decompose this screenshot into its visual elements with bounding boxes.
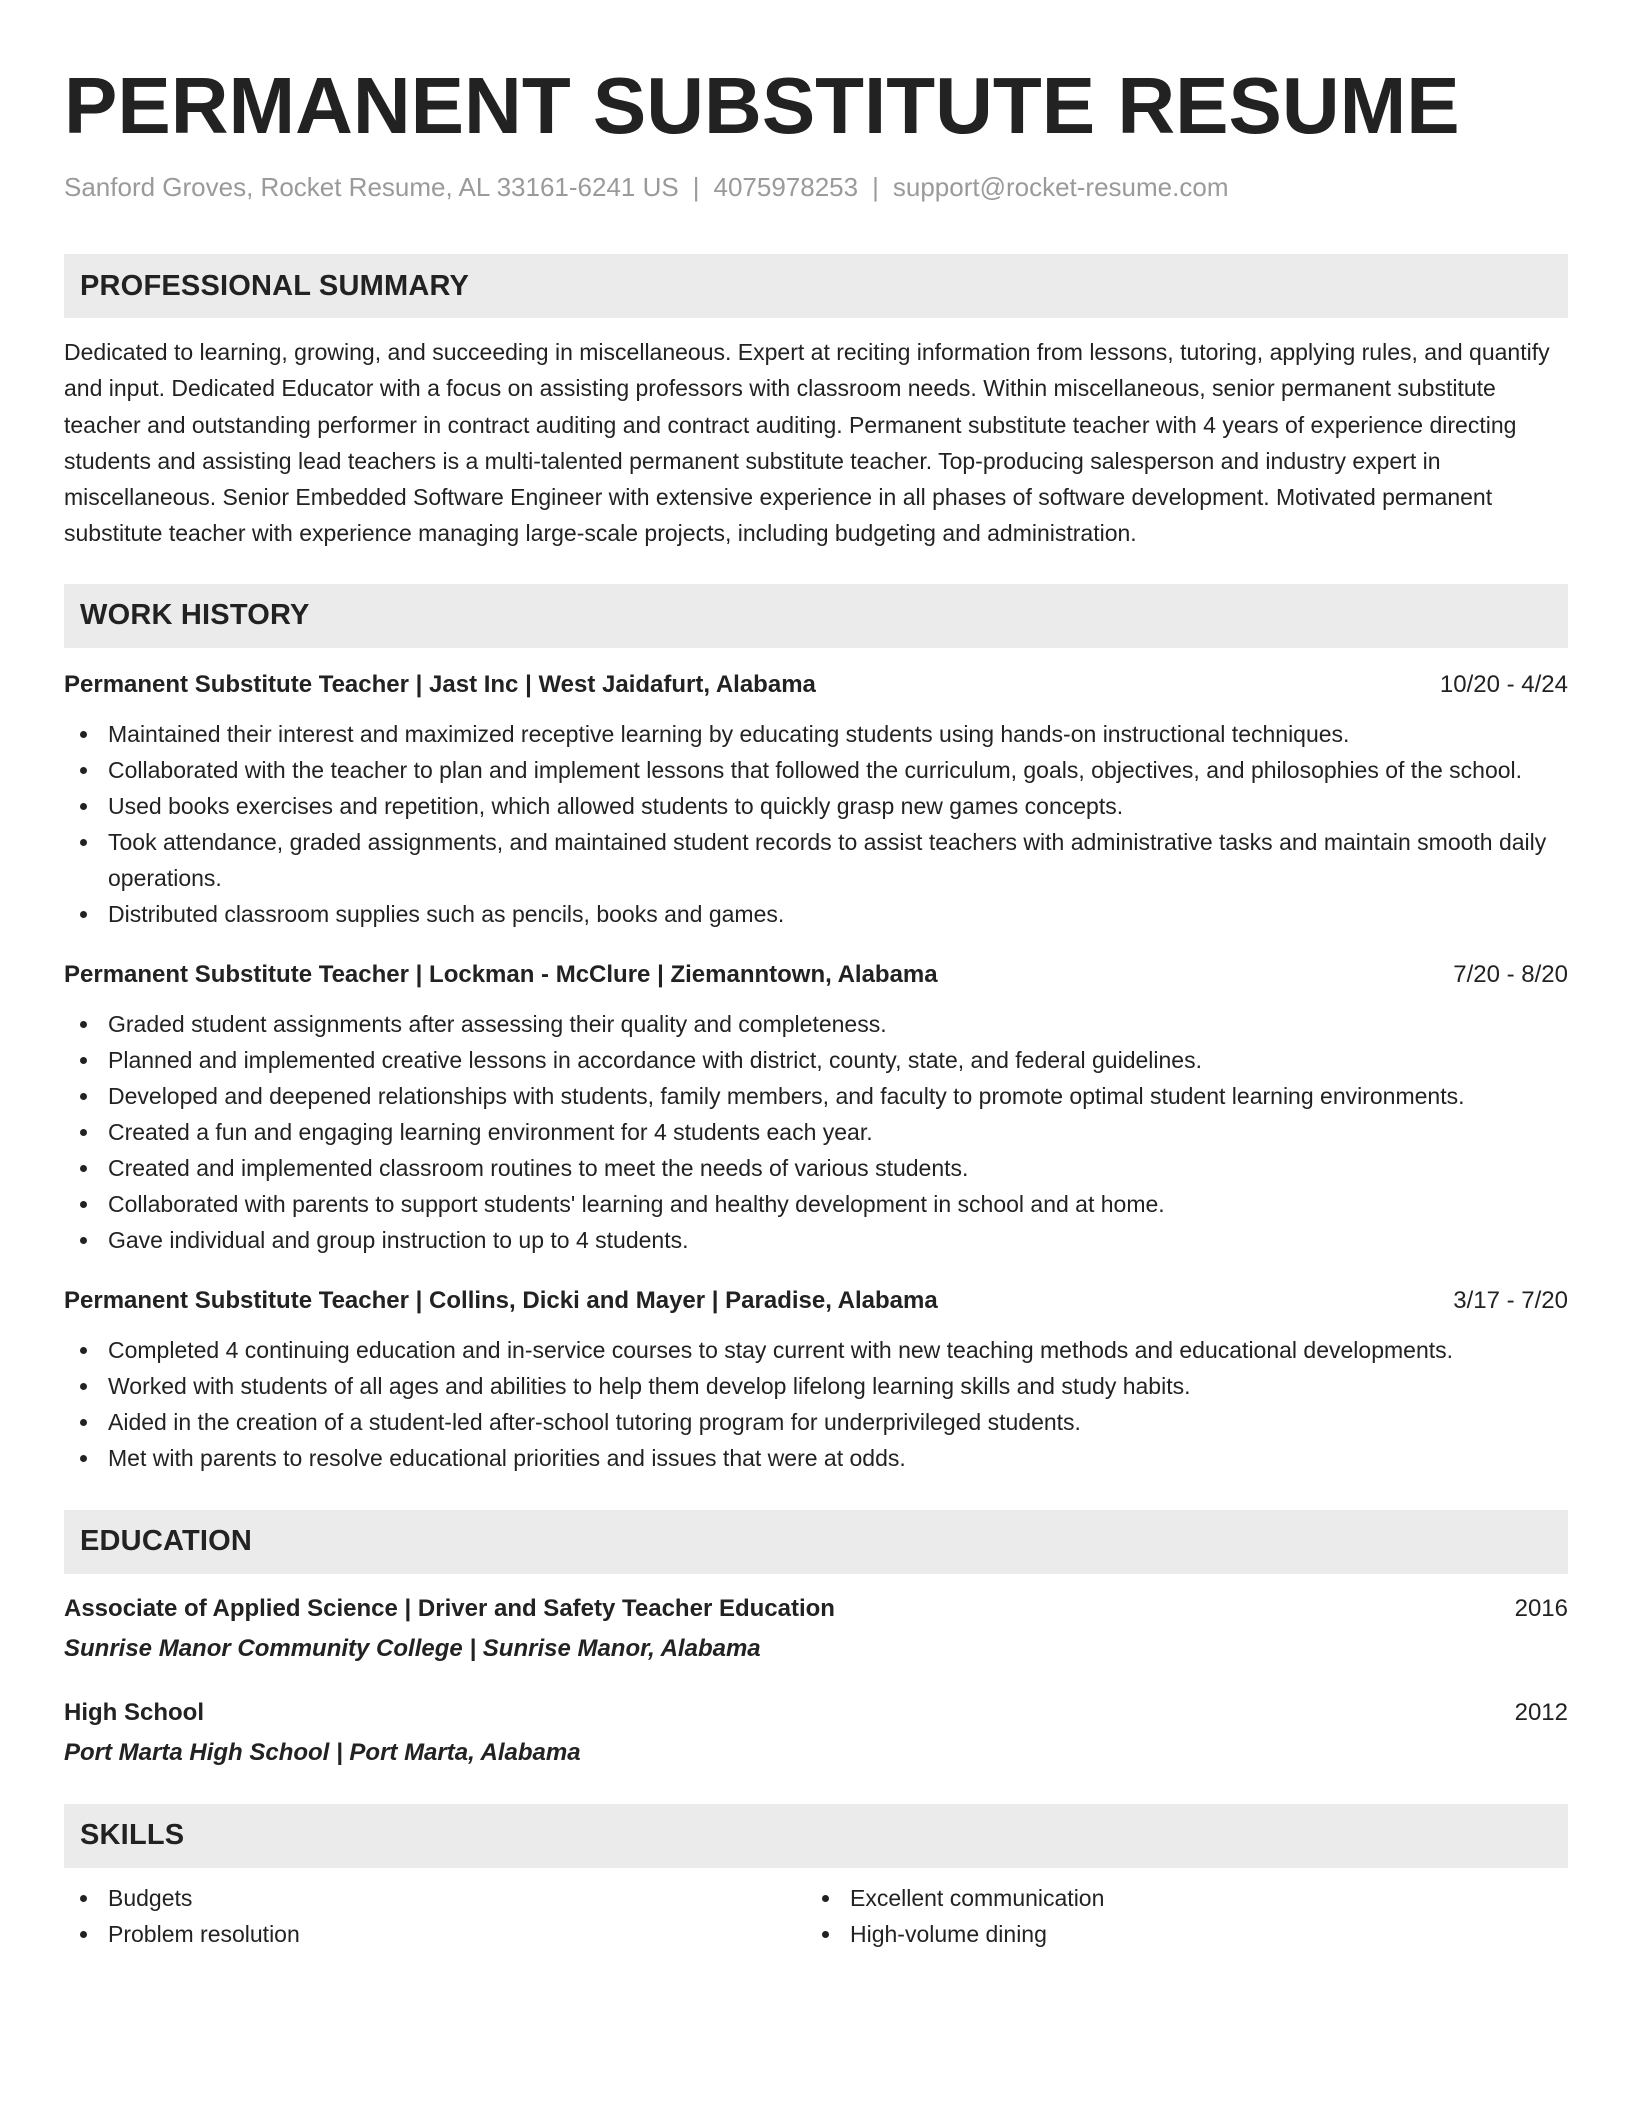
skill-item: Budgets (64, 1880, 806, 1916)
section-heading-education: EDUCATION (64, 1510, 1568, 1574)
job-header (64, 958, 1568, 992)
education-degree: Associate of Applied Science | Driver and Safety Teacher Education (64, 1594, 835, 1622)
job-bullet: Created a fun and engaging learning environment for 4 students each year. (64, 1114, 1568, 1150)
education-year: 2012 (1514, 1698, 1568, 1726)
job-bullet: Graded student assignments after assessing their quality and completeness. (64, 1006, 1568, 1042)
job-title: Permanent Substitute Teacher | Lockman - McClure | Ziemanntown, Alabama (64, 960, 938, 988)
education-degree: High School (64, 1698, 204, 1726)
contact-address: Sanford Groves, Rocket Resume, AL 33161-6241 US (64, 172, 679, 202)
job-bullet-list (64, 716, 1568, 932)
job-dates: 3/17 - 7/20 (1453, 1286, 1568, 1314)
job-title: Permanent Substitute Teacher | Collins, Dicki and Mayer | Paradise, Alabama (64, 1286, 938, 1314)
job-bullet: Created and implemented classroom routines to meet the needs of various students. (64, 1150, 1568, 1186)
job-dates: 7/20 - 8/20 (1453, 960, 1568, 988)
job-bullet: Took attendance, graded assignments, and maintained student records to assist teachers with administrative tasks and maintain smooth daily operations. (64, 824, 1568, 896)
skill-item: Excellent communication (806, 1880, 1568, 1916)
job-entry (64, 668, 1568, 932)
skill-item: Problem resolution (64, 1916, 806, 1952)
education-entry (64, 1696, 1568, 1772)
job-bullet-list (64, 1332, 1568, 1476)
job-header (64, 668, 1568, 702)
section-heading-skills: SKILLS (64, 1804, 1568, 1868)
job-bullet: Planned and implemented creative lessons in accordance with district, county, state, and federal guidelines. (64, 1042, 1568, 1078)
contact-phone: 4075978253 (713, 172, 859, 202)
job-bullet: Developed and deepened relationships with students, family members, and faculty to promote optimal student learning environments. (64, 1078, 1568, 1114)
job-bullet: Used books exercises and repetition, which allowed students to quickly grasp new games concepts. (64, 788, 1568, 824)
job-dates: 10/20 - 4/24 (1439, 670, 1568, 698)
education-entry (64, 1592, 1568, 1668)
job-bullet: Aided in the creation of a student-led after-school tutoring program for underprivileged students. (64, 1404, 1568, 1440)
skills-column-right (806, 1880, 1568, 1952)
skills-list (64, 1880, 1568, 1952)
job-bullet: Worked with students of all ages and abilities to help them develop lifelong learning skills and study habits. (64, 1368, 1568, 1404)
contact-line (64, 170, 1568, 204)
education-school: Sunrise Manor Community College | Sunrise Manor, Alabama (64, 1634, 761, 1662)
job-bullet-list (64, 1006, 1568, 1258)
job-bullet: Collaborated with the teacher to plan and implement lessons that followed the curriculum, goals, objectives, and philosophies of the school. (64, 752, 1568, 788)
job-bullet: Distributed classroom supplies such as pencils, books and games. (64, 896, 1568, 932)
job-bullet: Completed 4 continuing education and in-service courses to stay current with new teaching methods and educational developments. (64, 1332, 1568, 1368)
skills-bullet-list (806, 1880, 1568, 1952)
job-header (64, 1284, 1568, 1318)
job-entry (64, 1284, 1568, 1476)
skills-column-left (64, 1880, 806, 1952)
job-title: Permanent Substitute Teacher | Jast Inc | West Jaidafurt, Alabama (64, 670, 816, 698)
contact-email: support@rocket-resume.com (892, 172, 1229, 202)
summary-text: Dedicated to learning, growing, and succeeding in miscellaneous. Expert at reciting information from lessons, tutoring, applying rules, and quantify and input. Dedicated Educator with a focus on assisting professors with classroom needs. Within miscellaneous, senior permanent substitute teacher and outstanding performer in contract auditing and contract auditing. Permanent substitute teacher with 4 years of experience directing students and assisting lead teachers is a multi-talented permanent substitute teacher. Top-producing salesperson and industry expert in miscellaneous. Senior Embedded Software Engineer with extensive experience in all phases of software development. Motivated permanent substitute teacher with experience managing large-scale projects, including budgeting and administration. (64, 339, 1550, 547)
contact-separator: | (872, 172, 879, 202)
job-bullet: Gave individual and group instruction to up to 4 students. (64, 1222, 1568, 1258)
section-heading-work-history: WORK HISTORY (64, 584, 1568, 648)
job-bullet: Maintained their interest and maximized receptive learning by educating students using hands-on instructional techniques. (64, 716, 1568, 752)
section-heading-summary: PROFESSIONAL SUMMARY (64, 254, 1568, 318)
skill-item: High-volume dining (806, 1916, 1568, 1952)
job-bullet: Met with parents to resolve educational priorities and issues that were at odds. (64, 1440, 1568, 1476)
education-header (64, 1696, 1568, 1730)
education-year: 2016 (1514, 1594, 1568, 1622)
resume-title: PERMANENT SUBSTITUTE RESUME (64, 61, 1460, 150)
contact-separator: | (692, 172, 700, 202)
skills-bullet-list (64, 1880, 806, 1952)
education-school: Port Marta High School | Port Marta, Alabama (64, 1738, 581, 1766)
job-bullet: Collaborated with parents to support students' learning and healthy development in school and at home. (64, 1186, 1568, 1222)
education-header (64, 1592, 1568, 1626)
job-entry (64, 958, 1568, 1258)
